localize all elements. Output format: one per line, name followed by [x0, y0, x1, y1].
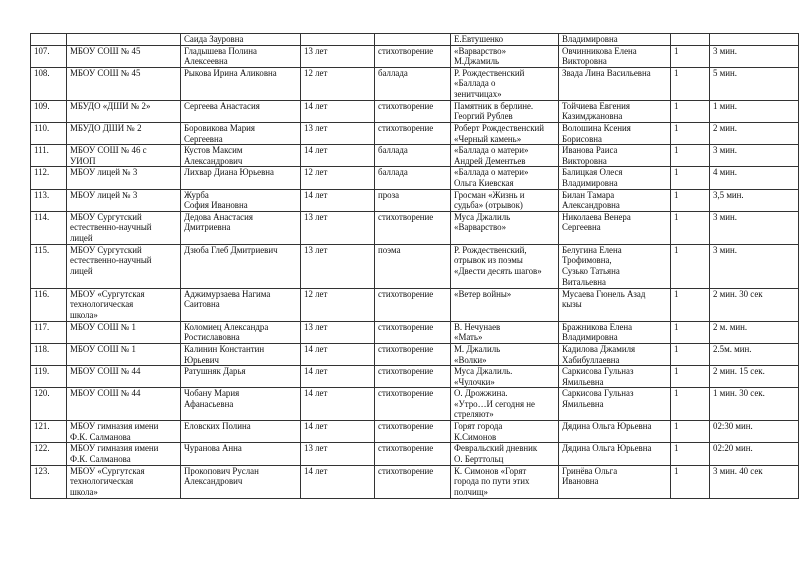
- genre-cell: стихотворение: [375, 388, 451, 421]
- participant-name-cell: Ратушняк Дарья: [181, 366, 301, 388]
- work-title-cell: «Варварство» М.Джамиль: [451, 45, 559, 67]
- age-cell: 14 лет: [301, 366, 375, 388]
- school-cell: МБОУ лицей № 3: [67, 167, 181, 189]
- table-body: [31, 34, 799, 499]
- duration-cell: 1 мин. 30 сек.: [710, 388, 799, 421]
- row-number: 108.: [31, 67, 67, 100]
- participant-name-cell: Прокопович Руслан Александрович: [181, 465, 301, 498]
- work-title-cell: М. Джалиль «Волки»: [451, 343, 559, 365]
- duration-cell: 3 мин.: [710, 45, 799, 67]
- row-number: [31, 34, 67, 46]
- table-row: [31, 244, 799, 288]
- duration-cell: 3 мин.: [710, 211, 799, 244]
- genre-cell: поэма: [375, 244, 451, 288]
- table-row: [31, 388, 799, 421]
- participant-name-cell: Коломиец Александра Ростиславовна: [181, 321, 301, 343]
- work-title-cell: Муса Джалиль «Варварство»: [451, 211, 559, 244]
- school-cell: МБОУ Сургутский естественно-научный лицей: [67, 211, 181, 244]
- teacher-name-cell: Волошина Ксения Борисовна: [559, 122, 671, 144]
- teacher-name-cell: Дядина Ольга Юрьевна: [559, 421, 671, 443]
- school-cell: МБОУ СОШ № 45: [67, 67, 181, 100]
- participant-name-cell: Чуранова Анна: [181, 443, 301, 465]
- count-cell: 1: [671, 388, 710, 421]
- count-cell: 1: [671, 443, 710, 465]
- duration-cell: [710, 34, 799, 46]
- genre-cell: стихотворение: [375, 288, 451, 321]
- genre-cell: баллада: [375, 167, 451, 189]
- row-number: 109.: [31, 100, 67, 122]
- duration-cell: 2 мин. 30 сек: [710, 288, 799, 321]
- table-row: [31, 45, 799, 67]
- work-title-cell: К. Симонов «Горят города по пути этих полчищ»: [451, 465, 559, 498]
- age-cell: 14 лет: [301, 100, 375, 122]
- duration-cell: 3 мин.: [710, 244, 799, 288]
- table-row: [31, 421, 799, 443]
- table-row: [31, 167, 799, 189]
- table-row: [31, 122, 799, 144]
- row-number: 107.: [31, 45, 67, 67]
- participant-name-cell: Сергеева Анастасия: [181, 100, 301, 122]
- genre-cell: [375, 34, 451, 46]
- teacher-name-cell: Владимировна: [559, 34, 671, 46]
- age-cell: 14 лет: [301, 421, 375, 443]
- genre-cell: стихотворение: [375, 343, 451, 365]
- age-cell: 12 лет: [301, 67, 375, 100]
- work-title-cell: «Баллада о матери» Ольга Киевская: [451, 167, 559, 189]
- count-cell: 1: [671, 45, 710, 67]
- row-number: 123.: [31, 465, 67, 498]
- age-cell: [301, 34, 375, 46]
- teacher-name-cell: Кадилова Джамиля Хабибуллаевна: [559, 343, 671, 365]
- age-cell: 14 лет: [301, 465, 375, 498]
- work-title-cell: «Ветер войны»: [451, 288, 559, 321]
- duration-cell: 3,5 мин.: [710, 189, 799, 211]
- duration-cell: 3 мин.: [710, 145, 799, 167]
- count-cell: 1: [671, 100, 710, 122]
- age-cell: 13 лет: [301, 211, 375, 244]
- school-cell: МБОУ гимназия имени Ф.К. Салманова: [67, 443, 181, 465]
- table-row: [31, 465, 799, 498]
- work-title-cell: Муса Джалиль. «Чулочки»: [451, 366, 559, 388]
- duration-cell: 2.5м. мин.: [710, 343, 799, 365]
- work-title-cell: Гросман «Жизнь и судьба» (отрывок): [451, 189, 559, 211]
- school-cell: МБОУ СОШ № 44: [67, 366, 181, 388]
- row-number: 121.: [31, 421, 67, 443]
- school-cell: [67, 34, 181, 46]
- teacher-name-cell: Николаева Венера Сергеевна: [559, 211, 671, 244]
- row-number: 111.: [31, 145, 67, 167]
- teacher-name-cell: Билан Тамара Александровна: [559, 189, 671, 211]
- count-cell: 1: [671, 244, 710, 288]
- school-cell: МБОУ СОШ № 46 с УИОП: [67, 145, 181, 167]
- count-cell: 1: [671, 167, 710, 189]
- school-cell: МБУДО «ДШИ № 2»: [67, 100, 181, 122]
- participant-name-cell: Журба София Ивановна: [181, 189, 301, 211]
- teacher-name-cell: Звада Лина Васильевна: [559, 67, 671, 100]
- work-title-cell: Р. Рождественский «Баллада о зенитчицах»: [451, 67, 559, 100]
- genre-cell: проза: [375, 189, 451, 211]
- table-row: [31, 100, 799, 122]
- count-cell: 1: [671, 366, 710, 388]
- school-cell: МБОУ лицей № 3: [67, 189, 181, 211]
- table-row: [31, 145, 799, 167]
- table-row: [31, 67, 799, 100]
- participant-name-cell: Аджимурзаева Нагима Саитовна: [181, 288, 301, 321]
- teacher-name-cell: Мусаева Гюнель Азад кызы: [559, 288, 671, 321]
- genre-cell: стихотворение: [375, 421, 451, 443]
- table-row: [31, 34, 799, 46]
- duration-cell: 02:30 мин.: [710, 421, 799, 443]
- table-row: [31, 288, 799, 321]
- work-title-cell: Е.Евтушенко: [451, 34, 559, 46]
- work-title-cell: «Баллада о матери» Андрей Дементьев: [451, 145, 559, 167]
- teacher-name-cell: Бражникова Елена Владимировна: [559, 321, 671, 343]
- teacher-name-cell: Овчинникова Елена Викторовна: [559, 45, 671, 67]
- genre-cell: стихотворение: [375, 443, 451, 465]
- work-title-cell: Роберт Рождественский «Черный камень»: [451, 122, 559, 144]
- teacher-name-cell: Белугина Елена Трофимовна, Сузько Татьяна Витальевна: [559, 244, 671, 288]
- row-number: 110.: [31, 122, 67, 144]
- duration-cell: 1 мин.: [710, 100, 799, 122]
- age-cell: 14 лет: [301, 388, 375, 421]
- participant-name-cell: Кустов Максим Александрович: [181, 145, 301, 167]
- age-cell: 14 лет: [301, 189, 375, 211]
- table-row: [31, 443, 799, 465]
- teacher-name-cell: Саркисова Гульназ Ямильевна: [559, 366, 671, 388]
- school-cell: МБОУ СОШ № 44: [67, 388, 181, 421]
- participant-name-cell: Чобану Мария Афанасьевна: [181, 388, 301, 421]
- school-cell: МБОУ СОШ № 45: [67, 45, 181, 67]
- row-number: 119.: [31, 366, 67, 388]
- age-cell: 12 лет: [301, 167, 375, 189]
- row-number: 113.: [31, 189, 67, 211]
- age-cell: 13 лет: [301, 321, 375, 343]
- participant-name-cell: Дзюба Глеб Дмитриевич: [181, 244, 301, 288]
- teacher-name-cell: Иванова Раиса Викторовна: [559, 145, 671, 167]
- teacher-name-cell: Дядина Ольга Юрьевна: [559, 443, 671, 465]
- count-cell: [671, 34, 710, 46]
- school-cell: МБОУ гимназия имени Ф.К. Салманова: [67, 421, 181, 443]
- duration-cell: 4 мин.: [710, 167, 799, 189]
- row-number: 115.: [31, 244, 67, 288]
- row-number: 118.: [31, 343, 67, 365]
- count-cell: 1: [671, 321, 710, 343]
- genre-cell: стихотворение: [375, 211, 451, 244]
- participant-name-cell: Еловских Полина: [181, 421, 301, 443]
- age-cell: 13 лет: [301, 244, 375, 288]
- participant-name-cell: Рыкова Ирина Аликовна: [181, 67, 301, 100]
- participant-name-cell: Гладышева Полина Алексеевна: [181, 45, 301, 67]
- row-number: 117.: [31, 321, 67, 343]
- count-cell: 1: [671, 145, 710, 167]
- count-cell: 1: [671, 67, 710, 100]
- teacher-name-cell: Гринёва Ольга Ивановна: [559, 465, 671, 498]
- work-title-cell: Р. Рождественский, отрывок из поэмы «Двести десять шагов»: [451, 244, 559, 288]
- count-cell: 1: [671, 122, 710, 144]
- age-cell: 12 лет: [301, 288, 375, 321]
- row-number: 122.: [31, 443, 67, 465]
- participant-name-cell: Лихвар Диана Юрьевна: [181, 167, 301, 189]
- age-cell: 13 лет: [301, 443, 375, 465]
- count-cell: 1: [671, 288, 710, 321]
- age-cell: 13 лет: [301, 45, 375, 67]
- duration-cell: 5 мин.: [710, 67, 799, 100]
- duration-cell: 02:20 мин.: [710, 443, 799, 465]
- row-number: 120.: [31, 388, 67, 421]
- table-row: [31, 366, 799, 388]
- genre-cell: стихотворение: [375, 100, 451, 122]
- school-cell: МБОУ «Сургутская технологическая школа»: [67, 465, 181, 498]
- row-number: 114.: [31, 211, 67, 244]
- table-row: [31, 211, 799, 244]
- duration-cell: 2 м. мин.: [710, 321, 799, 343]
- school-cell: МБОУ Сургутский естественно-научный лицей: [67, 244, 181, 288]
- work-title-cell: Февральский дневник О. Берттольц: [451, 443, 559, 465]
- row-number: 112.: [31, 167, 67, 189]
- age-cell: 14 лет: [301, 145, 375, 167]
- work-title-cell: О. Дрожжина. «Утро…И сегодня не стреляют»: [451, 388, 559, 421]
- duration-cell: 2 мин. 15 сек.: [710, 366, 799, 388]
- age-cell: 14 лет: [301, 343, 375, 365]
- duration-cell: 2 мин.: [710, 122, 799, 144]
- school-cell: МБОУ «Сургутская технологическая школа»: [67, 288, 181, 321]
- work-title-cell: Памятник в берлине. Георгий Рублев: [451, 100, 559, 122]
- age-cell: 13 лет: [301, 122, 375, 144]
- participants-table: [30, 33, 799, 499]
- count-cell: 1: [671, 343, 710, 365]
- count-cell: 1: [671, 465, 710, 498]
- school-cell: МБОУ СОШ № 1: [67, 321, 181, 343]
- participant-name-cell: Боровикова Мария Сергеевна: [181, 122, 301, 144]
- table-row: [31, 189, 799, 211]
- participant-name-cell: Калинин Константин Юрьевич: [181, 343, 301, 365]
- participant-name-cell: Дедова Анастасия Дмитриевна: [181, 211, 301, 244]
- table-row: [31, 321, 799, 343]
- genre-cell: баллада: [375, 145, 451, 167]
- genre-cell: стихотворение: [375, 122, 451, 144]
- genre-cell: стихотворение: [375, 366, 451, 388]
- school-cell: МБОУ СОШ № 1: [67, 343, 181, 365]
- count-cell: 1: [671, 189, 710, 211]
- duration-cell: 3 мин. 40 сек: [710, 465, 799, 498]
- genre-cell: стихотворение: [375, 45, 451, 67]
- count-cell: 1: [671, 211, 710, 244]
- row-number: 116.: [31, 288, 67, 321]
- teacher-name-cell: Тойчиева Евгения Казимджановна: [559, 100, 671, 122]
- genre-cell: стихотворение: [375, 321, 451, 343]
- work-title-cell: В. Нечунаев «Мать»: [451, 321, 559, 343]
- teacher-name-cell: Балицкая Олеся Владимировна: [559, 167, 671, 189]
- participant-name-cell: Саида Зауровна: [181, 34, 301, 46]
- genre-cell: стихотворение: [375, 465, 451, 498]
- genre-cell: баллада: [375, 67, 451, 100]
- table-row: [31, 343, 799, 365]
- teacher-name-cell: Саркисова Гульназ Ямильевна: [559, 388, 671, 421]
- count-cell: 1: [671, 421, 710, 443]
- school-cell: МБУДО ДШИ № 2: [67, 122, 181, 144]
- work-title-cell: Горят города К.Симонов: [451, 421, 559, 443]
